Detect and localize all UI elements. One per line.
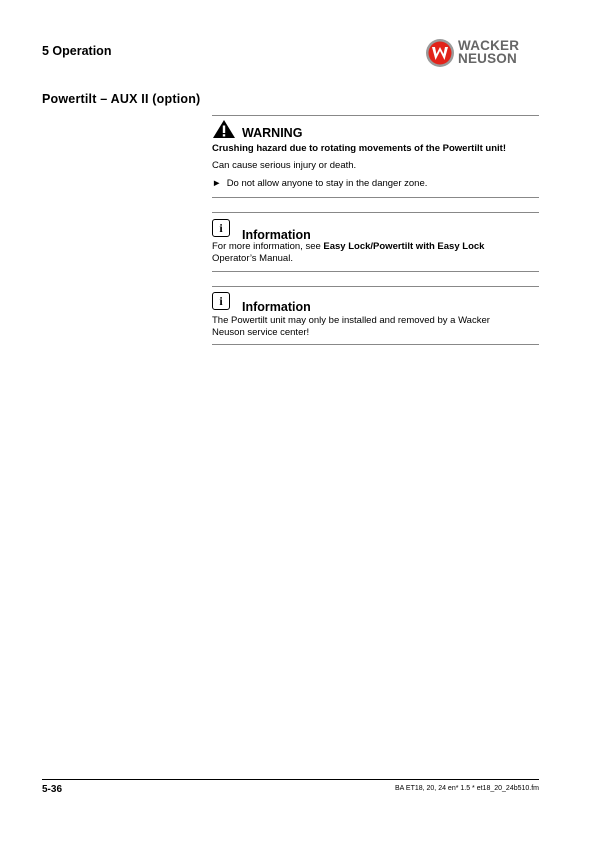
info2-text: The Powertilt unit may only be installed and removed by a Wacker Neuson service center! (212, 315, 490, 338)
info2-top-rule (212, 286, 539, 287)
info1-text-bold: Easy Lock/Powertilt with Easy Lock (323, 241, 485, 252)
warning-instruction (212, 178, 539, 190)
info1-text (212, 241, 539, 265)
warning-consequence: Can cause serious injury or death. (212, 160, 357, 171)
info1-text-before: For more information, see (212, 241, 324, 252)
section-title: Powertilt – AUX II (option) (42, 92, 201, 106)
page-number: 5-36 (42, 784, 63, 795)
info1-text-after: Operator’s Manual. (212, 253, 293, 264)
info2-bottom-rule (212, 344, 539, 345)
info-icon: i (212, 219, 230, 237)
warning-triangle-icon (212, 119, 236, 139)
warning-title: WARNING (242, 126, 303, 140)
info1-title: Information (242, 228, 311, 242)
logo-line1: WACKER (458, 38, 520, 53)
warning-top-rule (212, 115, 539, 116)
warning-subtitle: Crushing hazard due to rotating movements of the Powertilt unit! (212, 143, 506, 154)
chapter-heading: 5 Operation (42, 44, 112, 58)
info2-title: Information (242, 300, 311, 314)
footer-rule (42, 779, 539, 780)
wacker-neuson-logo (425, 38, 540, 70)
warning-bottom-rule (212, 197, 539, 198)
warning-instruction-text: Do not allow anyone to stay in the danger zone. (226, 178, 428, 189)
logo-w-icon (425, 38, 455, 68)
info-icon: i (212, 292, 230, 310)
arrow-bullet-icon: ► (212, 178, 222, 189)
document-reference: BA ET18, 20, 24 en* 1.5 * et18_20_24b510.fm (395, 785, 539, 792)
logo-line2: NEUSON (458, 51, 517, 66)
info1-top-rule (212, 212, 539, 213)
info1-bottom-rule (212, 271, 539, 272)
